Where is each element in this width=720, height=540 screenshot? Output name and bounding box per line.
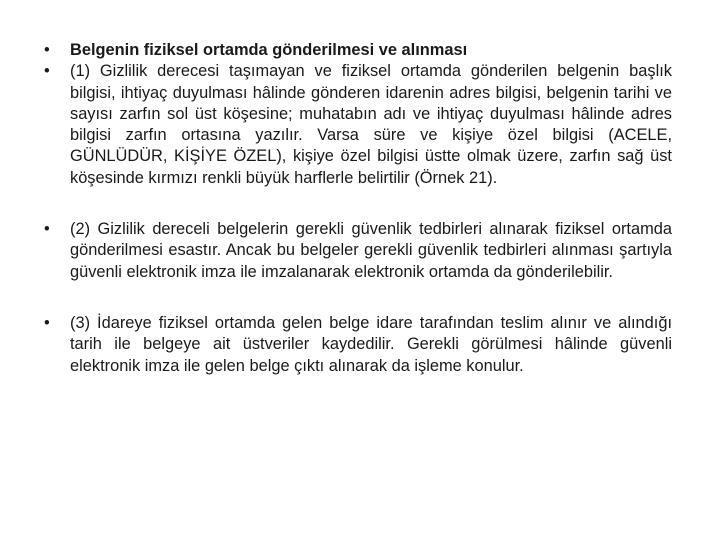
bullet-item-paragraph-2 — [44, 219, 672, 283]
bullet-dot: • — [44, 313, 50, 332]
bullet-text: (2) Gizlilik dereceli belgelerin gerekli güvenlik tedbirleri alınarak fiziksel ortamda gönderilmesi esastır. Ancak bu belgeler gerekli güvenlik tedbirleri alınması şartıyla güvenli elektronik imza ile imzalanarak elektronik ortamda da gönderilebilir. — [70, 220, 672, 281]
bullet-text: Belgenin fiziksel ortamda gönderilmesi ve alınması — [70, 41, 468, 59]
bullet-dot: • — [44, 220, 50, 239]
bullet-item-paragraph-3 — [44, 313, 672, 377]
bullet-dot: • — [44, 62, 50, 81]
bullet-text: (1) Gizlilik derecesi taşımayan ve fiziksel ortamda gönderilen belgenin başlık bilgisi, ihtiyaç duyulması hâlinde gönderen idarenin adres bilgisi, belgenin tarihi ve sayısı zarfın sol üst köşesine; muhatabın adı ve ihtiyaç duyulması hâlinde adres bilgisi zarfın ortasına yazılır. Varsa süre ve kişiye özel bilgisi (ACELE, GÜNLÜDÜR, KİŞİYE ÖZEL), kişiye özel bilgisi üstte olmak üzere, zarfın sağ üst köşesinde kırmızı renkli büyük harflerle belirtilir (Örnek 21). — [70, 62, 672, 187]
bullet-text: (3) İdareye fiziksel ortamda gelen belge idare tarafından teslim alınır ve alındığı tarih ile belgeye ait üstveriler kaydedilir. Gerekli görülmesi hâlinde güvenli elektronik imza ile gelen belge çıktı alınarak da işleme konulur. — [70, 313, 672, 375]
bullet-dot: • — [44, 41, 50, 59]
bullet-item-paragraph-1 — [44, 61, 672, 189]
bullet-item-heading — [44, 40, 672, 61]
bullet-list — [44, 40, 672, 377]
